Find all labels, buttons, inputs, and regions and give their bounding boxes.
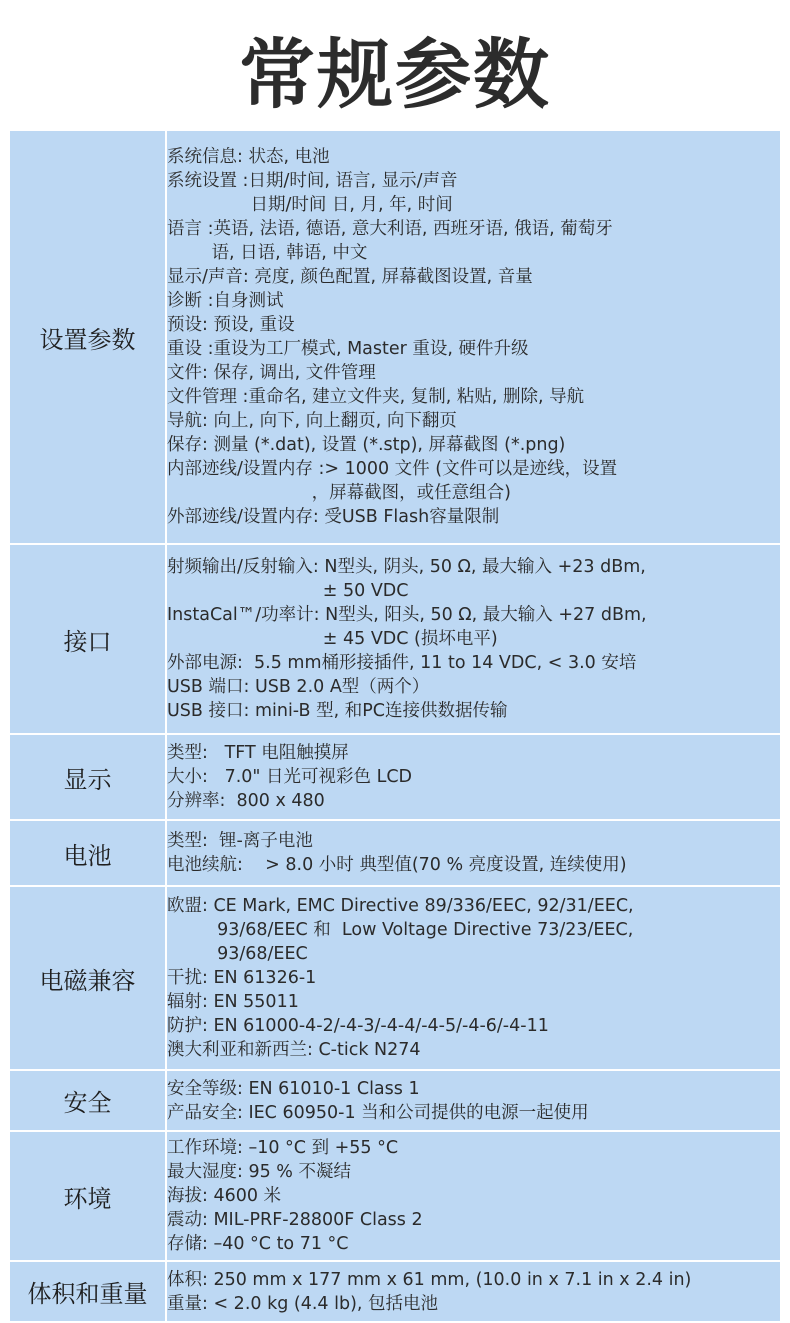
spec-content [166, 1070, 781, 1131]
spec-line: 93/68/EEC [167, 944, 308, 964]
spec-line: 辐射: EN 55011 [167, 992, 299, 1012]
spec-line: 保存: 测量 (*.dat), 设置 (*.stp), 屏幕截图 (*.png) [167, 435, 566, 455]
spec-line: 电池续航: > 8.0 小时 典型值(70 % 亮度设置, 连续使用) [167, 855, 627, 875]
spec-label: 电磁兼容 [9, 886, 166, 1070]
spec-content [166, 1261, 781, 1322]
spec-label: 安全 [9, 1070, 166, 1131]
spec-row-battery [9, 820, 781, 886]
spec-line: 文件管理 :重命名, 建立文件夹, 复制, 粘贴, 删除, 导航 [167, 387, 585, 407]
spec-label: 体积和重量 [9, 1261, 166, 1322]
spec-row-safety [9, 1070, 781, 1131]
spec-line: 产品安全: IEC 60950-1 当和公司提供的电源一起使用 [167, 1102, 589, 1123]
spec-line: 大小: 7.0" 日光可视彩色 LCD [167, 767, 413, 787]
spec-line: ± 50 VDC [167, 581, 409, 601]
spec-line: USB 端口: USB 2.0 A型（两个） [167, 677, 430, 697]
spec-line: 文件: 保存, 调出, 文件管理 [167, 363, 376, 383]
spec-line: 系统设置 :日期/时间, 语言, 显示/声音 [167, 171, 458, 191]
spec-row-settings [9, 130, 781, 544]
spec-content [166, 734, 781, 820]
spec-content [166, 1131, 781, 1261]
spec-line: 类型: TFT 电阻触摸屏 [167, 743, 349, 763]
spec-line: 外部迹线/设置内存: 受USB Flash容量限制 [167, 507, 500, 527]
spec-line: ± 45 VDC (损坏电平) [167, 629, 498, 649]
spec-line: 外部电源: 5.5 mm桶形接插件, 11 to 14 VDC, < 3.0 安培 [167, 653, 637, 673]
spec-line: 诊断 :自身测试 [167, 291, 284, 311]
spec-row-emc [9, 886, 781, 1070]
spec-line: 系统信息: 状态, 电池 [167, 147, 330, 167]
spec-line: 类型: 锂-离子电池 [167, 831, 313, 851]
spec-line: InstaCal™/功率计: N型头, 阳头, 50 Ω, 最大输入 +27 dBm, [167, 605, 647, 625]
spec-line: 欧盟: CE Mark, EMC Directive 89/336/EEC, 92/31/EEC, [167, 896, 634, 916]
spec-label: 设置参数 [9, 130, 166, 544]
spec-line: 防护: EN 61000-4-2/-4-3/-4-4/-4-5/-4-6/-4-11 [167, 1016, 549, 1036]
spec-line: 射频输出/反射输入: N型头, 阴头, 50 Ω, 最大输入 +23 dBm, [167, 557, 646, 577]
spec-line: 分辨率: 800 x 480 [167, 791, 325, 811]
spec-line: 安全等级: EN 61010-1 Class 1 [167, 1078, 420, 1099]
spec-line: 导航: 向上, 向下, 向上翻页, 向下翻页 [167, 411, 457, 431]
spec-line: 预设: 预设, 重设 [167, 315, 295, 335]
spec-line: 澳大利亚和新西兰: C-tick N274 [167, 1040, 421, 1060]
spec-line: 语, 日语, 韩语, 中文 [167, 243, 368, 263]
spec-content [166, 886, 781, 1070]
spec-line: 最大湿度: 95 % 不凝结 [167, 1162, 351, 1182]
spec-row-size-weight [9, 1261, 781, 1322]
spec-table [8, 129, 782, 1323]
spec-line: 存储: –40 °C to 71 °C [167, 1234, 349, 1254]
spec-line: 干扰: EN 61326-1 [167, 968, 317, 988]
spec-row-display [9, 734, 781, 820]
spec-row-environment [9, 1131, 781, 1261]
spec-content [166, 544, 781, 734]
spec-line: 内部迹线/设置内存 :> 1000 文件 (文件可以是迹线，设置 [167, 459, 618, 479]
spec-content [166, 820, 781, 886]
spec-line: 显示/声音: 亮度, 颜色配置, 屏幕截图设置, 音量 [167, 267, 533, 287]
spec-line: 重设 :重设为工厂模式, Master 重设, 硬件升级 [167, 339, 529, 359]
spec-line: 工作环境: –10 °C 到 +55 °C [167, 1138, 399, 1158]
spec-line: 日期/时间 日, 月, 年, 时间 [167, 195, 453, 215]
spec-label: 电池 [9, 820, 166, 886]
spec-content [166, 130, 781, 544]
spec-line: 语言 :英语, 法语, 德语, 意大利语, 西班牙语, 俄语, 葡萄牙 [167, 219, 613, 239]
spec-line: ，屏幕截图，或任意组合) [167, 483, 511, 503]
page-title: 常规参数 [239, 30, 551, 119]
spec-label: 环境 [9, 1131, 166, 1261]
spec-label: 显示 [9, 734, 166, 820]
spec-line: 海拔: 4600 米 [167, 1186, 282, 1206]
spec-line: 震动: MIL-PRF-28800F Class 2 [167, 1210, 423, 1230]
spec-label: 接口 [9, 544, 166, 734]
spec-line: 体积: 250 mm x 177 mm x 61 mm, (10.0 in x 7.1 in x 2.4 in) [167, 1269, 692, 1290]
spec-row-interface [9, 544, 781, 734]
spec-line: 重量: < 2.0 kg (4.4 lb), 包括电池 [167, 1293, 439, 1314]
spec-line: 93/68/EEC 和 Low Voltage Directive 73/23/EEC, [167, 920, 634, 940]
spec-line: USB 接口: mini-B 型, 和PC连接供数据传输 [167, 701, 508, 721]
